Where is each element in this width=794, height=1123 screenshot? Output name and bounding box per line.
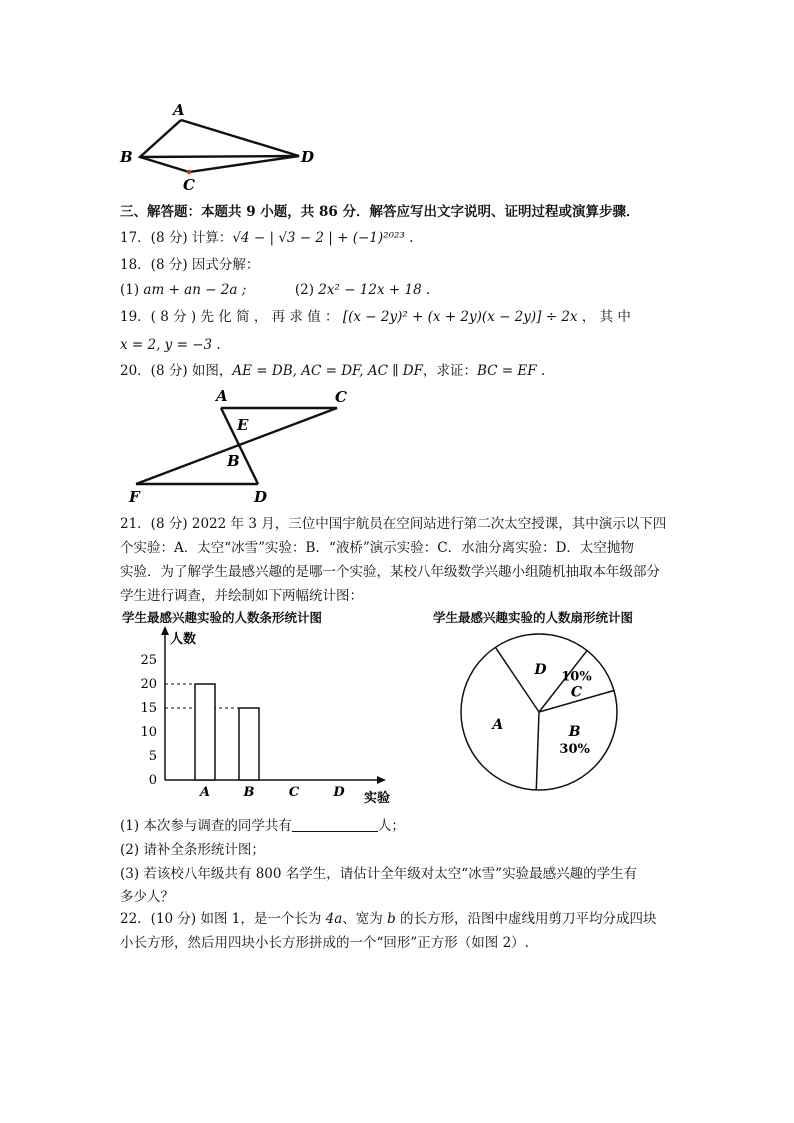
bar-ytick-label: 0 [148, 773, 157, 788]
question-22-line2: 小长方形，然后用四块小长方形拼成的一个“回形”正方形（如图 2）. [120, 935, 529, 951]
bar-y-axis-arrow [161, 626, 169, 635]
pie-label-b: B [568, 723, 581, 740]
question-19 [120, 306, 631, 328]
pie-percent-b: 30% [559, 741, 590, 757]
question-21-sub2: (2) 请补全条形统计图； [120, 842, 265, 858]
section-heading: 三、解答题：本题共 9 小题，共 86 分．解答应写出文字说明、证明过程或演算步骤． [120, 204, 640, 220]
bar-xtick-a: A [199, 785, 211, 800]
question-18-parts [120, 279, 430, 301]
q18-part1-label: (1) [120, 282, 140, 298]
label-f: F [129, 488, 140, 506]
q22-text-b: 、宽为 [342, 911, 388, 927]
q17-expression: √4 − | √3 − 2 | + (−1)²⁰²³ . [232, 230, 414, 246]
q20-mid: ，求证： [422, 363, 477, 379]
point-c-dot [187, 170, 191, 174]
q18-part1-expr: am + an − 2a ; [143, 282, 247, 298]
question-21-line3: 实验．为了解学生最感兴趣的是哪一个实验，某校八年级数学兴趣小组随机抽取本年级部分 [120, 564, 660, 580]
label-e: E [237, 416, 249, 434]
figure-quadrilateral [110, 95, 330, 195]
bar-xtick-d: D [333, 785, 345, 800]
bar-ytick-label: 20 [140, 677, 157, 692]
pie-slice-d-edge [495, 647, 539, 712]
q22-text-c: 的长方形，沿图中虚线用剪刀平均分成四块 [395, 911, 657, 927]
label-c2: C [335, 388, 347, 406]
q18-part2-expr: 2x² − 12x + 18 . [318, 282, 431, 298]
question-22-line1 [120, 908, 657, 930]
question-21-sub1 [120, 815, 405, 837]
pie-slice-a-edge [536, 712, 539, 790]
question-21-line4: 学生进行调查，并绘制如下两幅统计图： [120, 588, 363, 604]
question-21-sub3-line1: (3) 若该校八年级共有 800 名学生，请估计全年级对太空“冰雪”实验最感兴趣的学生有 [120, 866, 638, 882]
quad-outline [140, 120, 299, 172]
pie-percent-c: 10% [561, 669, 592, 685]
q18-part2-label: (2) [294, 282, 314, 298]
pie-label-a: A [492, 716, 504, 733]
pie-label-c: C [570, 684, 583, 701]
q17-prefix: 17．(8 分) 计算： [120, 230, 233, 246]
diagonal-bd [140, 156, 299, 157]
question-21-line2: 个实验：A．太空“冰雪”实验：B．“液桥”演示实验：C．水油分离实验：D．太空抛物 [120, 540, 634, 556]
q21-sub1-end: 人； [377, 818, 405, 834]
bar-ytick-label: 5 [148, 749, 157, 764]
pie-label-d: D [534, 662, 547, 679]
pie-chart-title: 学生最感兴趣实验的人数扇形统计图 [433, 610, 634, 625]
bar-b [239, 708, 259, 780]
bar-y-label: 人数 [170, 632, 197, 647]
bar-chart-title: 学生最感兴趣实验的人数条形统计图 [122, 610, 323, 625]
question-21-line1: 21．(8 分) 2022 年 3 月，三位中国宇航员在空间站进行第二次太空授课，其中演示以下四 [120, 516, 667, 532]
q19-tail: ， 其 中 [581, 309, 631, 325]
bar-x-label: 实验 [364, 791, 391, 806]
label-d2: D [254, 488, 268, 506]
bar-ytick-label: 25 [140, 653, 157, 668]
bar-ytick-label: 10 [140, 725, 157, 740]
question-17 [120, 227, 413, 249]
label-b2: B [227, 452, 240, 470]
label-b: B [120, 148, 133, 166]
q22-var-length: 4a [325, 911, 343, 927]
bar-xtick-b: B [243, 785, 255, 800]
question-18: 18．(8 分) 因式分解： [120, 257, 260, 273]
bar-a [195, 684, 215, 780]
q21-answer-blank[interactable] [292, 817, 378, 832]
question-19-values: x = 2, y = −3 . [120, 337, 221, 353]
q20-prefix: 20．(8 分) 如图， [120, 363, 233, 379]
label-c: C [183, 176, 195, 194]
q20-conditions: AE = DB, AC = DF, AC ∥ DF [232, 363, 423, 379]
q19-expression: [(x − 2y)² + (x + 2y)(x − 2y)] ÷ 2x [342, 309, 578, 325]
label-a2: A [216, 387, 228, 405]
label-a: A [173, 101, 185, 119]
bar-x-axis-arrow [377, 776, 386, 784]
label-d: D [301, 148, 315, 166]
q22-text-a: 22．(10 分) 如图 1，是一个长为 [120, 911, 326, 927]
q20-goal: BC = EF . [476, 363, 546, 379]
q21-sub1-text: (1) 本次参与调查的同学共有 [120, 818, 292, 834]
bar-ytick-label: 15 [140, 701, 157, 716]
question-21-sub3-line2: 多少人？ [120, 889, 174, 905]
bar-chart [120, 625, 400, 810]
q19-prefix: 19．( 8 分 ) 先 化 简 ， 再 求 值 ： [120, 309, 339, 325]
pie-chart [455, 630, 625, 800]
q22-var-width: b [387, 911, 396, 927]
question-20 [120, 360, 545, 382]
figure-triangles [120, 383, 360, 508]
bar-xtick-c: C [288, 785, 300, 800]
